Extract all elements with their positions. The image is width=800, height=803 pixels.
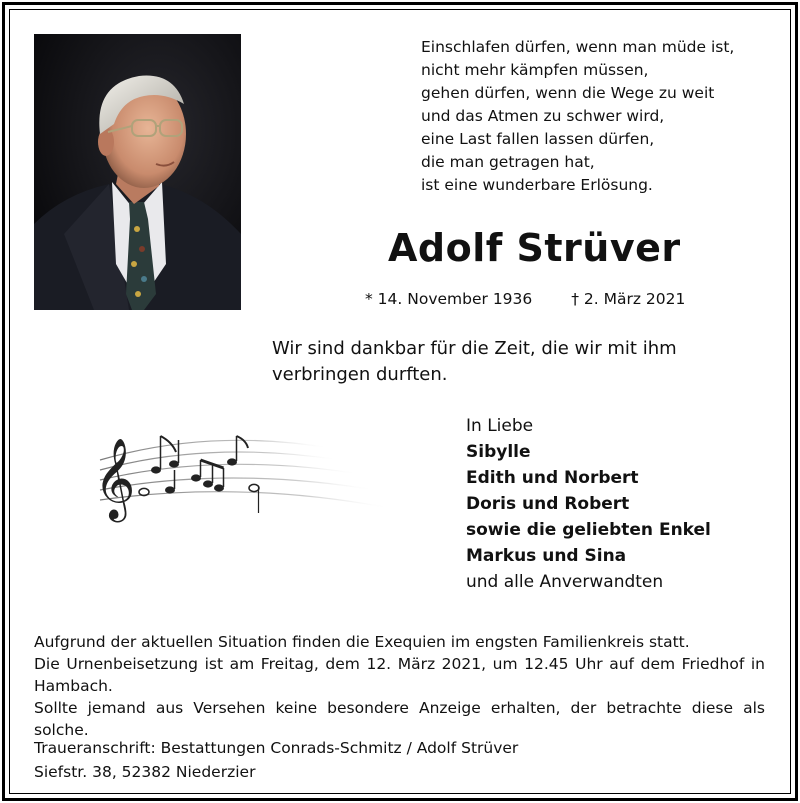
portrait-photo bbox=[34, 34, 241, 310]
mourner-name: Edith und Norbert bbox=[466, 468, 639, 488]
poem bbox=[421, 36, 781, 197]
mourners-intro: In Liebe bbox=[466, 416, 534, 436]
portrait-icon bbox=[34, 34, 241, 310]
mourner-name: Sibylle bbox=[466, 442, 531, 462]
notice-line: Aufgrund der aktuellen Situation finden die Exequien im engsten Familienkreis statt. bbox=[34, 633, 690, 651]
mourners bbox=[466, 413, 711, 595]
poem-line: gehen dürfen, wenn die Wege zu weit bbox=[421, 84, 715, 102]
svg-text:𝄞: 𝄞 bbox=[94, 437, 136, 519]
music-staff-icon bbox=[90, 418, 390, 523]
mourner-name: Doris und Robert bbox=[466, 494, 630, 514]
poem-line: nicht mehr kämpfen müssen, bbox=[421, 61, 649, 79]
mourning-address bbox=[34, 736, 518, 784]
death-date: † 2. März 2021 bbox=[571, 290, 686, 308]
notice-line: Die Urnenbeisetzung ist am Freitag, dem 12. März 2021, um 12.45 Uhr auf dem Friedhof in Hambach. bbox=[34, 655, 765, 695]
mourners-closing: und alle Anverwandten bbox=[466, 572, 664, 592]
notice-line: Sollte jemand aus Versehen keine besondere Anzeige erhalten, der betrachte diese als solche. bbox=[34, 699, 765, 739]
music-notes-icon bbox=[90, 418, 390, 523]
gratitude-text: Wir sind dankbar für die Zeit, die wir mit ihm verbringen durften. bbox=[272, 338, 677, 385]
life-dates bbox=[365, 290, 685, 308]
poem-line: und das Atmen zu schwer wird, bbox=[421, 107, 665, 125]
poem-line: die man getragen hat, bbox=[421, 153, 595, 171]
poem-line: Einschlafen dürfen, wenn man müde ist, bbox=[421, 38, 735, 56]
birth-date: * 14. November 1936 bbox=[365, 290, 533, 308]
mourner-name: sowie die geliebten Enkel bbox=[466, 520, 711, 540]
deceased-name: Adolf Strüver bbox=[388, 226, 681, 270]
address-line-2: Siefstr. 38, 52382 Niederzier bbox=[34, 763, 256, 781]
funeral-notice bbox=[34, 631, 765, 741]
poem-line: eine Last fallen lassen dürfen, bbox=[421, 130, 655, 148]
address-line-1: Traueranschrift: Bestattungen Conrads-Schmitz / Adolf Strüver bbox=[34, 739, 519, 757]
mourner-name: Markus und Sina bbox=[466, 546, 627, 566]
poem-line: ist eine wunderbare Erlösung. bbox=[421, 176, 653, 194]
